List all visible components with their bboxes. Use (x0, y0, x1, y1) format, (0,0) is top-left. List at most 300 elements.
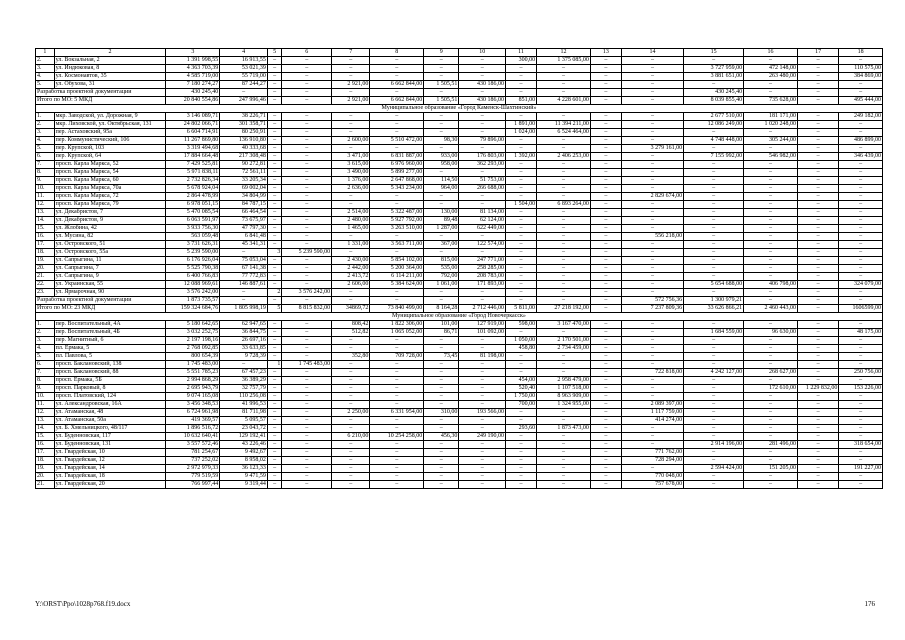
value-cell: – (459, 457, 506, 465)
value-cell: 33 205,34 (220, 177, 268, 185)
column-number: 11 (506, 49, 537, 57)
value-cell: – (506, 209, 537, 217)
table-row (36, 137, 883, 145)
value-cell: 12 088 969,61 (166, 281, 220, 289)
row-number: 21. (36, 481, 55, 489)
value-cell: – (744, 289, 798, 297)
value-cell: 2 514,00 (332, 209, 370, 217)
value-cell: – (590, 289, 621, 297)
table-row (36, 345, 883, 353)
table-row (36, 361, 883, 369)
value-cell: – (267, 337, 281, 345)
table-row (36, 289, 883, 297)
value-cell: 5 899 277,00 (370, 169, 424, 177)
value-cell: 851,00 (506, 97, 537, 105)
value-cell: 90 272,81 (220, 161, 268, 169)
value-cell: – (537, 169, 591, 177)
address-cell: просп. Карла Маркса, 79 (54, 201, 166, 209)
value-cell: – (267, 217, 281, 225)
value-cell: 5 239 590,00 (166, 249, 220, 257)
value-cell: 6 978 051,15 (166, 201, 220, 209)
value-cell: 3 263 510,00 (370, 225, 424, 233)
value-cell: 486 899,00 (839, 137, 883, 145)
value-cell: 1 684 559,00 (684, 329, 744, 337)
value-cell: 2 768 092,85 (166, 345, 220, 353)
row-number: 4. (36, 137, 55, 145)
table-row (36, 121, 883, 129)
value-cell: – (506, 433, 537, 441)
value-cell: – (537, 297, 591, 305)
row-number: 11. (36, 193, 55, 201)
value-cell: – (282, 81, 332, 89)
value-cell: – (282, 337, 332, 345)
value-cell: – (590, 81, 621, 89)
value-cell: 62 947,65 (220, 321, 268, 329)
value-cell: – (282, 321, 332, 329)
value-cell: 51 753,00 (459, 177, 506, 185)
value-cell: – (797, 441, 838, 449)
value-cell: – (590, 273, 621, 281)
address-cell: ул. Островского, 51 (54, 241, 166, 249)
value-cell: – (459, 377, 506, 385)
value-cell: 79 896,00 (459, 137, 506, 145)
value-cell: 26 697,16 (220, 337, 268, 345)
value-cell: – (621, 209, 683, 217)
row-number: 17. (36, 449, 55, 457)
table-row (36, 281, 883, 289)
value-cell: – (282, 137, 332, 145)
value-cell: 3 881 651,00 (684, 73, 744, 81)
value-cell: – (332, 289, 370, 297)
value-cell: – (797, 329, 838, 337)
value-cell: 66 464,54 (220, 209, 268, 217)
row-label: Итого по МО: 5 МКД (36, 97, 166, 105)
value-cell: 757 678,00 (621, 481, 683, 489)
value-cell: 1 107 518,00 (537, 385, 591, 393)
value-cell: – (839, 169, 883, 177)
value-cell: – (684, 193, 744, 201)
value-cell: 4 748 448,00 (684, 137, 744, 145)
value-cell: – (370, 481, 424, 489)
value-cell: 933,00 (424, 153, 459, 161)
value-cell: – (744, 257, 798, 265)
value-cell: – (590, 97, 621, 105)
value-cell: 3 032 252,75 (166, 329, 220, 337)
value-cell: – (537, 193, 591, 201)
value-cell: – (332, 385, 370, 393)
value-cell: 2 914 196,00 (684, 441, 744, 449)
value-cell: 414 274,00 (621, 417, 683, 425)
value-cell: 2 594 424,00 (684, 465, 744, 473)
value-cell: – (332, 441, 370, 449)
value-cell: – (621, 393, 683, 401)
value-cell: – (744, 81, 798, 89)
value-cell: – (267, 457, 281, 465)
value-cell: – (282, 241, 332, 249)
value-cell: – (744, 89, 798, 97)
row-number: 17. (36, 241, 55, 249)
value-cell: – (506, 81, 537, 89)
value-cell: 1 376,00 (332, 177, 370, 185)
value-cell: 3 727 959,00 (684, 65, 744, 73)
value-cell: 23 043,72 (220, 425, 268, 433)
value-cell: – (506, 361, 537, 369)
value-cell: 1 891,00 (506, 121, 537, 129)
address-cell: мкр. Лиховской, ул. Октябрьская, 131 (54, 121, 166, 129)
value-cell: 122 574,00 (459, 241, 506, 249)
value-cell: – (267, 377, 281, 385)
value-cell: 101,00 (424, 321, 459, 329)
value-cell: – (332, 417, 370, 425)
value-cell: – (424, 121, 459, 129)
value-cell: 1 (267, 361, 281, 369)
table-row (36, 329, 883, 337)
value-cell: – (506, 281, 537, 289)
value-cell: 2 972 979,33 (166, 465, 220, 473)
value-cell: 81 134,00 (459, 209, 506, 217)
value-cell: 1 392,00 (506, 153, 537, 161)
value-cell: 5 322 487,00 (370, 209, 424, 217)
value-cell: – (459, 289, 506, 297)
row-number: 4. (36, 345, 55, 353)
value-cell: – (459, 169, 506, 177)
address-cell: ул. Гвардейская, 12 (54, 457, 166, 465)
value-cell: 87 244,27 (220, 81, 268, 89)
table-row (36, 57, 883, 65)
value-cell: – (332, 345, 370, 353)
value-cell: – (267, 257, 281, 265)
value-cell: – (797, 73, 838, 81)
value-cell: – (797, 145, 838, 153)
row-number: 11. (36, 401, 55, 409)
value-cell: – (621, 89, 683, 97)
value-cell: – (621, 265, 683, 273)
value-cell: – (267, 113, 281, 121)
table-row (36, 465, 883, 473)
value-cell: – (590, 417, 621, 425)
value-cell: – (621, 241, 683, 249)
address-cell: пер. Магнитный, 6 (54, 337, 166, 345)
value-cell: – (590, 209, 621, 217)
value-cell: 1 331,00 (332, 241, 370, 249)
value-cell: 10 254 258,00 (370, 433, 424, 441)
value-cell: – (839, 449, 883, 457)
value-cell: 6 662 844,00 (370, 81, 424, 89)
table-row (36, 273, 883, 281)
value-cell: – (744, 417, 798, 425)
value-cell: – (424, 289, 459, 297)
value-cell: – (424, 65, 459, 73)
value-cell: 33 626 866,21 (684, 305, 744, 313)
row-number: 18. (36, 249, 55, 257)
value-cell: – (797, 201, 838, 209)
value-cell: – (621, 345, 683, 353)
row-number: 3. (36, 129, 55, 137)
value-cell: – (267, 81, 281, 89)
value-cell: – (506, 113, 537, 121)
value-cell: 520,40 (506, 385, 537, 393)
value-cell: – (282, 457, 332, 465)
address-cell: ул. Вокзальная, 2 (54, 57, 166, 65)
value-cell: 770 048,00 (621, 473, 683, 481)
column-number: 13 (590, 49, 621, 57)
value-cell: 318 654,00 (839, 441, 883, 449)
value-cell: 10 632 640,41 (166, 433, 220, 441)
value-cell: – (621, 249, 683, 257)
value-cell: – (282, 393, 332, 401)
value-cell: – (621, 113, 683, 121)
value-cell: – (267, 57, 281, 65)
value-cell: – (282, 465, 332, 473)
value-cell: – (590, 337, 621, 345)
value-cell: – (424, 457, 459, 465)
value-cell: – (282, 57, 332, 65)
value-cell: 172 610,00 (744, 385, 798, 393)
value-cell: – (744, 177, 798, 185)
value-cell: 6 662 844,00 (370, 97, 424, 105)
value-cell: – (267, 441, 281, 449)
value-cell: – (282, 169, 332, 177)
value-cell: – (744, 145, 798, 153)
row-number: 8. (36, 169, 55, 177)
value-cell: – (537, 369, 591, 377)
footer-file-path: Y:\ORST\Ppo\1028p768.f19.docx (35, 600, 131, 608)
value-cell: – (370, 289, 424, 297)
value-cell: – (797, 177, 838, 185)
value-cell: – (684, 241, 744, 249)
value-cell: 792,00 (424, 273, 459, 281)
value-cell: – (267, 385, 281, 393)
value-cell: – (282, 265, 332, 273)
value-cell: – (459, 345, 506, 353)
value-cell: – (282, 273, 332, 281)
value-cell: 5 239 590,00 (282, 249, 332, 257)
address-cell: пер. Крупской, 64 (54, 153, 166, 161)
value-cell: 5 551 785,23 (166, 369, 220, 377)
value-cell: – (267, 201, 281, 209)
value-cell: 6 724 961,98 (166, 409, 220, 417)
value-cell: – (506, 473, 537, 481)
value-cell: – (267, 465, 281, 473)
value-cell: – (537, 481, 591, 489)
value-cell: – (267, 121, 281, 129)
value-cell: 3 557 572,46 (166, 441, 220, 449)
value-cell: – (839, 353, 883, 361)
table-row (36, 265, 883, 273)
value-cell: 9 319,44 (220, 481, 268, 489)
value-cell: – (282, 401, 332, 409)
row-number: 13. (36, 209, 55, 217)
value-cell: – (744, 401, 798, 409)
address-cell: ул. Сапрыгина, 7 (54, 265, 166, 273)
value-cell: – (744, 241, 798, 249)
value-cell: – (537, 361, 591, 369)
value-cell: 495 444,00 (839, 97, 883, 105)
value-cell: – (267, 353, 281, 361)
value-cell: 301 358,71 (220, 121, 268, 129)
value-cell: – (537, 145, 591, 153)
section-heading: Муниципальное образование «Город Новочеркасск» (36, 313, 883, 321)
value-cell: – (370, 369, 424, 377)
value-cell: – (744, 393, 798, 401)
value-cell: 73 675,97 (220, 217, 268, 225)
column-number: 7 (332, 49, 370, 57)
value-cell: 2 636,00 (332, 185, 370, 193)
value-cell: – (590, 441, 621, 449)
value-cell: – (424, 425, 459, 433)
value-cell: – (332, 113, 370, 121)
value-cell: 546 982,00 (744, 153, 798, 161)
value-cell: – (267, 417, 281, 425)
value-cell: – (267, 281, 281, 289)
table-row (36, 337, 883, 345)
value-cell: – (797, 161, 838, 169)
value-cell: – (684, 145, 744, 153)
value-cell: – (839, 409, 883, 417)
value-cell: – (590, 113, 621, 121)
value-cell: – (621, 257, 683, 265)
value-cell: – (370, 193, 424, 201)
value-cell: – (839, 209, 883, 217)
address-cell: ул. Буденновская, 131 (54, 441, 166, 449)
value-cell: 512,82 (332, 329, 370, 337)
value-cell: – (370, 465, 424, 473)
value-cell: – (424, 369, 459, 377)
value-cell: 20 840 554,86 (166, 97, 220, 105)
value-cell: 2 647 868,00 (370, 177, 424, 185)
value-cell: 11 394 211,00 (537, 121, 591, 129)
value-cell: – (744, 337, 798, 345)
value-cell: – (839, 193, 883, 201)
value-cell: – (797, 169, 838, 177)
value-cell: – (590, 241, 621, 249)
address-cell: ул. Жлобина, 42 (54, 225, 166, 233)
value-cell: – (282, 481, 332, 489)
row-number: 10. (36, 185, 55, 193)
value-cell: – (332, 377, 370, 385)
value-cell: – (621, 217, 683, 225)
row-number: 12. (36, 201, 55, 209)
value-cell: – (282, 233, 332, 241)
value-cell: 181 171,00 (744, 113, 798, 121)
value-cell: 249 190,00 (459, 433, 506, 441)
value-cell: – (332, 73, 370, 81)
value-cell: – (590, 65, 621, 73)
value-cell: – (459, 449, 506, 457)
row-number: 2. (36, 57, 55, 65)
value-cell: – (282, 345, 332, 353)
value-cell: 5 678 924,04 (166, 185, 220, 193)
row-number: 12. (36, 409, 55, 417)
value-cell: – (684, 385, 744, 393)
value-cell: – (797, 369, 838, 377)
value-cell: 6 400 766,83 (166, 273, 220, 281)
value-cell: – (267, 297, 281, 305)
value-cell: 3 146 089,71 (166, 113, 220, 121)
value-cell: – (839, 217, 883, 225)
value-cell: – (267, 393, 281, 401)
value-cell: – (370, 337, 424, 345)
value-cell: – (684, 257, 744, 265)
row-number: 13. (36, 417, 55, 425)
value-cell: 1 024,00 (506, 129, 537, 137)
value-cell: – (332, 401, 370, 409)
address-cell: пер. Крупской, 103 (54, 145, 166, 153)
value-cell: 24 802 066,71 (166, 121, 220, 129)
value-cell: 722 818,00 (621, 369, 683, 377)
value-cell: – (684, 265, 744, 273)
value-cell: – (267, 369, 281, 377)
table-row (36, 201, 883, 209)
address-cell: ул. Буденновская, 117 (54, 433, 166, 441)
value-cell: 709 728,00 (370, 353, 424, 361)
value-cell: 81 198,00 (459, 353, 506, 361)
address-cell: ул. Украинская, 55 (54, 281, 166, 289)
row-number: 4. (36, 73, 55, 81)
value-cell: 250 756,00 (839, 369, 883, 377)
value-cell: – (537, 265, 591, 273)
value-cell: – (797, 401, 838, 409)
value-cell: 5 200 364,00 (370, 265, 424, 273)
value-cell: 458,80 (506, 345, 537, 353)
address-cell: ул. Обухова, 31 (54, 81, 166, 89)
value-cell: 3 456 348,53 (166, 401, 220, 409)
value-cell: – (220, 249, 268, 257)
value-cell: – (839, 257, 883, 265)
table-row (36, 385, 883, 393)
value-cell: – (621, 185, 683, 193)
value-cell: – (590, 129, 621, 137)
value-cell: – (684, 201, 744, 209)
row-number: 5. (36, 353, 55, 361)
value-cell: – (459, 361, 506, 369)
value-cell: – (332, 449, 370, 457)
value-cell: 6 331 954,00 (370, 409, 424, 417)
value-cell: 1 822 306,00 (370, 321, 424, 329)
value-cell: – (282, 201, 332, 209)
value-cell: 67 141,38 (220, 265, 268, 273)
value-cell: – (282, 89, 332, 97)
value-cell: – (684, 289, 744, 297)
table-row (36, 393, 883, 401)
value-cell: 1 020 248,00 (744, 121, 798, 129)
value-cell: 2 (267, 289, 281, 297)
value-cell: – (282, 97, 332, 105)
row-number: 3. (36, 65, 55, 73)
value-cell: 110 575,00 (839, 65, 883, 73)
value-cell: – (506, 441, 537, 449)
address-cell: ул. Александровская, 16А (54, 401, 166, 409)
value-cell: – (684, 353, 744, 361)
value-cell: – (424, 233, 459, 241)
value-cell: 1 873 735,57 (166, 297, 220, 305)
value-cell: – (537, 137, 591, 145)
value-cell: – (506, 241, 537, 249)
value-cell: 8 963 909,00 (537, 393, 591, 401)
value-cell: – (684, 161, 744, 169)
value-cell: – (537, 89, 591, 97)
value-cell: – (267, 473, 281, 481)
address-cell: ул. Островского, 55а (54, 249, 166, 257)
value-cell: – (839, 57, 883, 65)
value-cell: 6 063 591,97 (166, 217, 220, 225)
value-cell: 2 994 868,29 (166, 377, 220, 385)
value-cell: – (537, 257, 591, 265)
table-row (36, 305, 883, 313)
value-cell: – (220, 297, 268, 305)
value-cell: 2 413,72 (332, 273, 370, 281)
value-cell: – (590, 473, 621, 481)
